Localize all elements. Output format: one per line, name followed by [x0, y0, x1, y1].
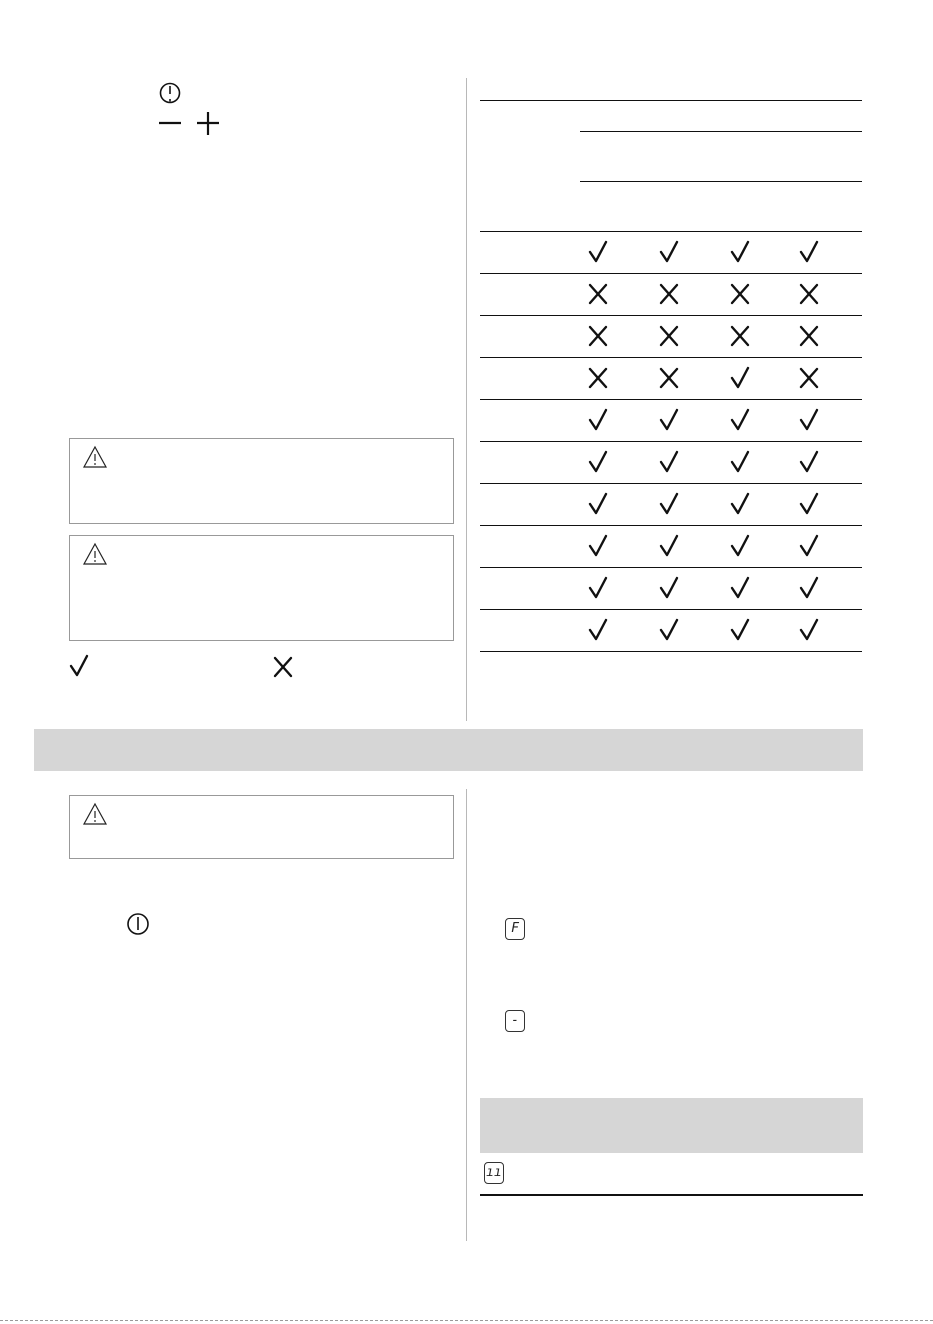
check-icon	[586, 576, 610, 600]
check-icon	[797, 240, 821, 264]
display-f-icon: F	[505, 918, 525, 940]
fault-table-header	[480, 1098, 863, 1153]
warning-triangle-icon	[82, 542, 108, 566]
cross-icon	[657, 366, 681, 390]
table-row-rule	[480, 315, 862, 316]
power-icon	[158, 81, 182, 105]
table-row-rule	[480, 273, 862, 274]
table-rule	[480, 1194, 863, 1196]
cross-icon	[586, 282, 610, 306]
column-divider-top	[466, 78, 467, 721]
table-rule	[580, 181, 862, 182]
warning-box-2	[69, 535, 454, 641]
table-row-rule	[480, 483, 862, 484]
check-icon	[657, 534, 681, 558]
check-icon	[728, 408, 752, 432]
minus-icon	[157, 112, 183, 136]
check-icon	[586, 618, 610, 642]
check-icon	[586, 492, 610, 516]
page-edge	[0, 1320, 933, 1321]
cross-icon	[728, 324, 752, 348]
check-icon	[797, 576, 821, 600]
check-icon	[586, 408, 610, 432]
check-icon	[797, 450, 821, 474]
check-icon	[728, 366, 752, 390]
check-icon	[657, 618, 681, 642]
table-row-rule	[480, 609, 862, 610]
table-rule	[480, 100, 862, 101]
cross-icon	[797, 324, 821, 348]
check-icon	[797, 618, 821, 642]
column-divider-bottom	[466, 789, 467, 1241]
cross-icon	[586, 324, 610, 348]
power-icon	[126, 912, 150, 936]
table-row-rule	[480, 357, 862, 358]
check-icon	[657, 450, 681, 474]
warning-box-3	[69, 795, 454, 859]
table-row-rule	[480, 231, 862, 232]
check-icon	[586, 534, 610, 558]
check-icon	[728, 618, 752, 642]
check-icon	[657, 240, 681, 264]
check-icon	[728, 576, 752, 600]
display-dash-icon: -	[505, 1010, 525, 1032]
cross-icon	[797, 366, 821, 390]
table-rule	[580, 131, 862, 132]
table-row-rule	[480, 441, 862, 442]
check-icon	[797, 408, 821, 432]
table-row-rule	[480, 399, 862, 400]
warning-triangle-icon	[82, 445, 108, 469]
table-row-rule	[480, 651, 862, 652]
cross-icon	[797, 282, 821, 306]
legend-cross-icon	[271, 655, 295, 679]
check-icon	[586, 450, 610, 474]
cross-icon	[657, 282, 681, 306]
warning-triangle-icon	[82, 802, 108, 826]
check-icon	[797, 534, 821, 558]
legend-check-icon	[67, 654, 91, 678]
display-double-bar-icon: ıı	[484, 1162, 504, 1184]
cross-icon	[657, 324, 681, 348]
section-heading-bar	[34, 729, 863, 771]
check-icon	[797, 492, 821, 516]
warning-box-1	[69, 438, 454, 524]
check-icon	[728, 492, 752, 516]
check-icon	[728, 240, 752, 264]
cross-icon	[586, 366, 610, 390]
plus-icon	[195, 111, 221, 137]
check-icon	[657, 492, 681, 516]
table-row-rule	[480, 567, 862, 568]
check-icon	[728, 534, 752, 558]
table-row-rule	[480, 525, 862, 526]
check-icon	[657, 408, 681, 432]
check-icon	[657, 576, 681, 600]
cross-icon	[728, 282, 752, 306]
check-icon	[728, 450, 752, 474]
check-icon	[586, 240, 610, 264]
